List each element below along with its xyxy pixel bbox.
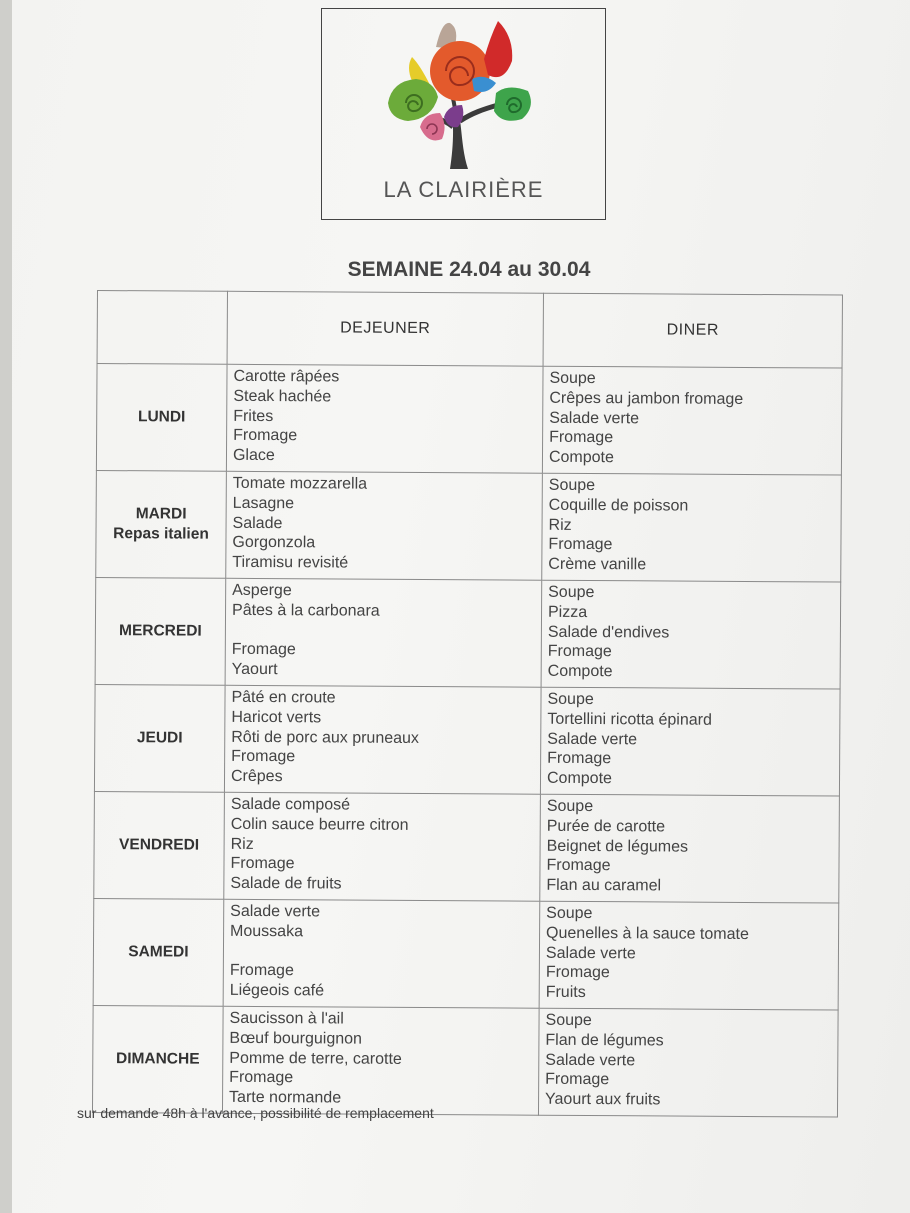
dejeuner-cell — [226, 471, 543, 580]
table-row — [96, 364, 842, 476]
diner-item: Soupe — [548, 476, 596, 495]
table-row — [93, 898, 839, 1010]
week-title: SEMAINE 24.04 au 30.04 — [347, 258, 591, 281]
table-row — [92, 1005, 838, 1117]
diner-cell — [540, 794, 840, 903]
table-row — [96, 470, 842, 582]
dejeuner-item — [232, 620, 536, 642]
diner-item: Riz — [548, 516, 572, 534]
dejeuner-item: Salade verte — [230, 902, 321, 921]
dejeuner-cell — [224, 685, 541, 794]
diner-item: Fromage — [545, 1071, 610, 1089]
diner-item: Salade d'endives — [547, 623, 670, 642]
dejeuner-item: Glace — [232, 447, 275, 465]
diner-item: Fromage — [547, 750, 612, 768]
table-row — [94, 684, 840, 796]
dejeuner-item: Bœuf bourguignon — [229, 1029, 363, 1048]
diner-item: Quenelles à la sauce tomate — [546, 924, 749, 943]
dejeuner-item: Fromage — [233, 427, 298, 445]
dejeuner-cell — [223, 899, 540, 1008]
dejeuner-item: Fromage — [230, 855, 295, 873]
day-name: MERCREDI — [119, 622, 202, 640]
dejeuner-item: Colin sauce beurre citron — [230, 815, 409, 834]
dejeuner-item: Lasagne — [232, 494, 295, 513]
diner-item: Tortellini ricotta épinard — [547, 710, 712, 729]
dejeuner-item: Asperge — [232, 581, 292, 600]
dejeuner-item: Haricot verts — [231, 708, 322, 727]
diner-item: Fruits — [545, 983, 586, 1002]
day-note: Repas italien — [113, 525, 209, 543]
footnote: sur demande 48h à l'avance, possibilité de remplacement — [77, 1105, 434, 1121]
diner-item: Compote — [547, 662, 613, 681]
diner-item: Yaourt aux fruits — [545, 1090, 661, 1109]
dejeuner-cell — [226, 364, 543, 473]
diner-item: Salade verte — [545, 1051, 636, 1069]
day-name: DIMANCHE — [115, 1050, 200, 1068]
diner-item: Purée de carotte — [546, 817, 666, 836]
day-cell — [92, 1005, 223, 1113]
day-cell — [94, 791, 225, 899]
dejeuner-item: Frites — [233, 407, 274, 425]
dejeuner-item: Tarte normande — [229, 1089, 342, 1107]
dejeuner-item: Steak hachée — [233, 387, 332, 406]
day-cell — [95, 577, 226, 685]
dejeuner-item: Tomate mozzarella — [232, 474, 368, 493]
dejeuner-item: Pomme de terre, carotte — [229, 1049, 402, 1068]
diner-item: Coquille de poisson — [548, 496, 689, 515]
diner-cell — [542, 366, 842, 475]
diner-cell — [539, 901, 839, 1010]
dejeuner-item: Gorgonzola — [232, 534, 316, 552]
weekly-menu-table — [92, 290, 843, 1118]
day-cell — [96, 470, 227, 578]
logo-box — [321, 8, 606, 220]
dejeuner-item: Rôti de porc aux pruneaux — [231, 728, 419, 747]
diner-item: Pizza — [547, 603, 588, 621]
dejeuner-item: Fromage — [229, 962, 294, 980]
dejeuner-item: Liégeois café — [229, 982, 325, 1000]
diner-item: Compote — [548, 448, 614, 467]
day-cell — [96, 364, 227, 472]
dejeuner-item: Salade — [232, 514, 283, 532]
diner-item: Soupe — [545, 1011, 592, 1030]
dejeuner-item: Salade de fruits — [230, 875, 342, 893]
dejeuner-item: Riz — [230, 835, 254, 853]
table-row — [94, 791, 840, 903]
logo-wordmark: LA CLAIRIÈRE — [383, 177, 544, 202]
diner-item: Fromage — [545, 964, 610, 982]
header-dejeuner: DEJEUNER — [227, 291, 543, 366]
day-name: VENDREDI — [118, 836, 200, 854]
diner-cell — [541, 580, 841, 689]
dejeuner-item: Fromage — [231, 748, 296, 766]
dejeuner-item: Moussaka — [230, 922, 304, 941]
diner-cell — [540, 687, 840, 796]
day-name: LUNDI — [137, 408, 186, 426]
day-cell — [93, 898, 224, 1006]
dejeuner-cell — [222, 1006, 539, 1115]
day-name: SAMEDI — [128, 943, 189, 961]
day-name: MARDI — [135, 505, 187, 523]
diner-item: Fromage — [548, 536, 613, 554]
diner-item: Fromage — [547, 643, 612, 661]
diner-item: Crème vanille — [548, 555, 647, 574]
diner-item: Fromage — [546, 857, 611, 875]
dejeuner-item: Fromage — [229, 1069, 294, 1087]
diner-cell — [538, 1008, 838, 1117]
dejeuner-item: Crêpes — [230, 768, 283, 786]
dejeuner-item: Saucisson à l'ail — [229, 1009, 344, 1028]
header-diner: DINER — [543, 293, 842, 368]
diner-item: Beignet de légumes — [546, 837, 689, 856]
diner-item: Soupe — [546, 797, 594, 816]
diner-item: Soupe — [548, 583, 595, 602]
diner-item: Fromage — [549, 429, 614, 447]
dejeuner-item: Pâtes à la carbonara — [231, 601, 380, 620]
dejeuner-item: Pâté en croute — [231, 688, 336, 707]
diner-item: Salade verte — [545, 944, 636, 962]
day-name: JEUDI — [136, 729, 183, 747]
diner-item: Crêpes au jambon fromage — [549, 389, 744, 408]
table-row — [95, 577, 841, 689]
diner-item: Soupe — [546, 904, 593, 923]
dejeuner-cell — [225, 578, 542, 687]
dejeuner-item: Fromage — [231, 641, 296, 659]
day-cell — [94, 684, 225, 792]
diner-item: Salade verte — [547, 730, 638, 748]
diner-item: Salade verte — [549, 409, 640, 427]
dejeuner-item: Tiramisu revisité — [232, 554, 349, 572]
dejeuner-item: Carotte râpées — [233, 367, 340, 386]
dejeuner-item: Yaourt — [231, 661, 278, 679]
diner-item: Flan de légumes — [545, 1031, 664, 1050]
diner-item: Flan au caramel — [546, 876, 662, 895]
dejeuner-item — [230, 941, 534, 963]
diner-item: Compote — [546, 769, 612, 788]
diner-cell — [542, 473, 842, 582]
table-header-row — [97, 291, 842, 369]
diner-item: Soupe — [549, 369, 596, 388]
dejeuner-cell — [224, 792, 541, 901]
diner-item: Soupe — [547, 690, 594, 709]
dejeuner-item: Salade composé — [230, 795, 351, 814]
header-day — [97, 291, 227, 365]
